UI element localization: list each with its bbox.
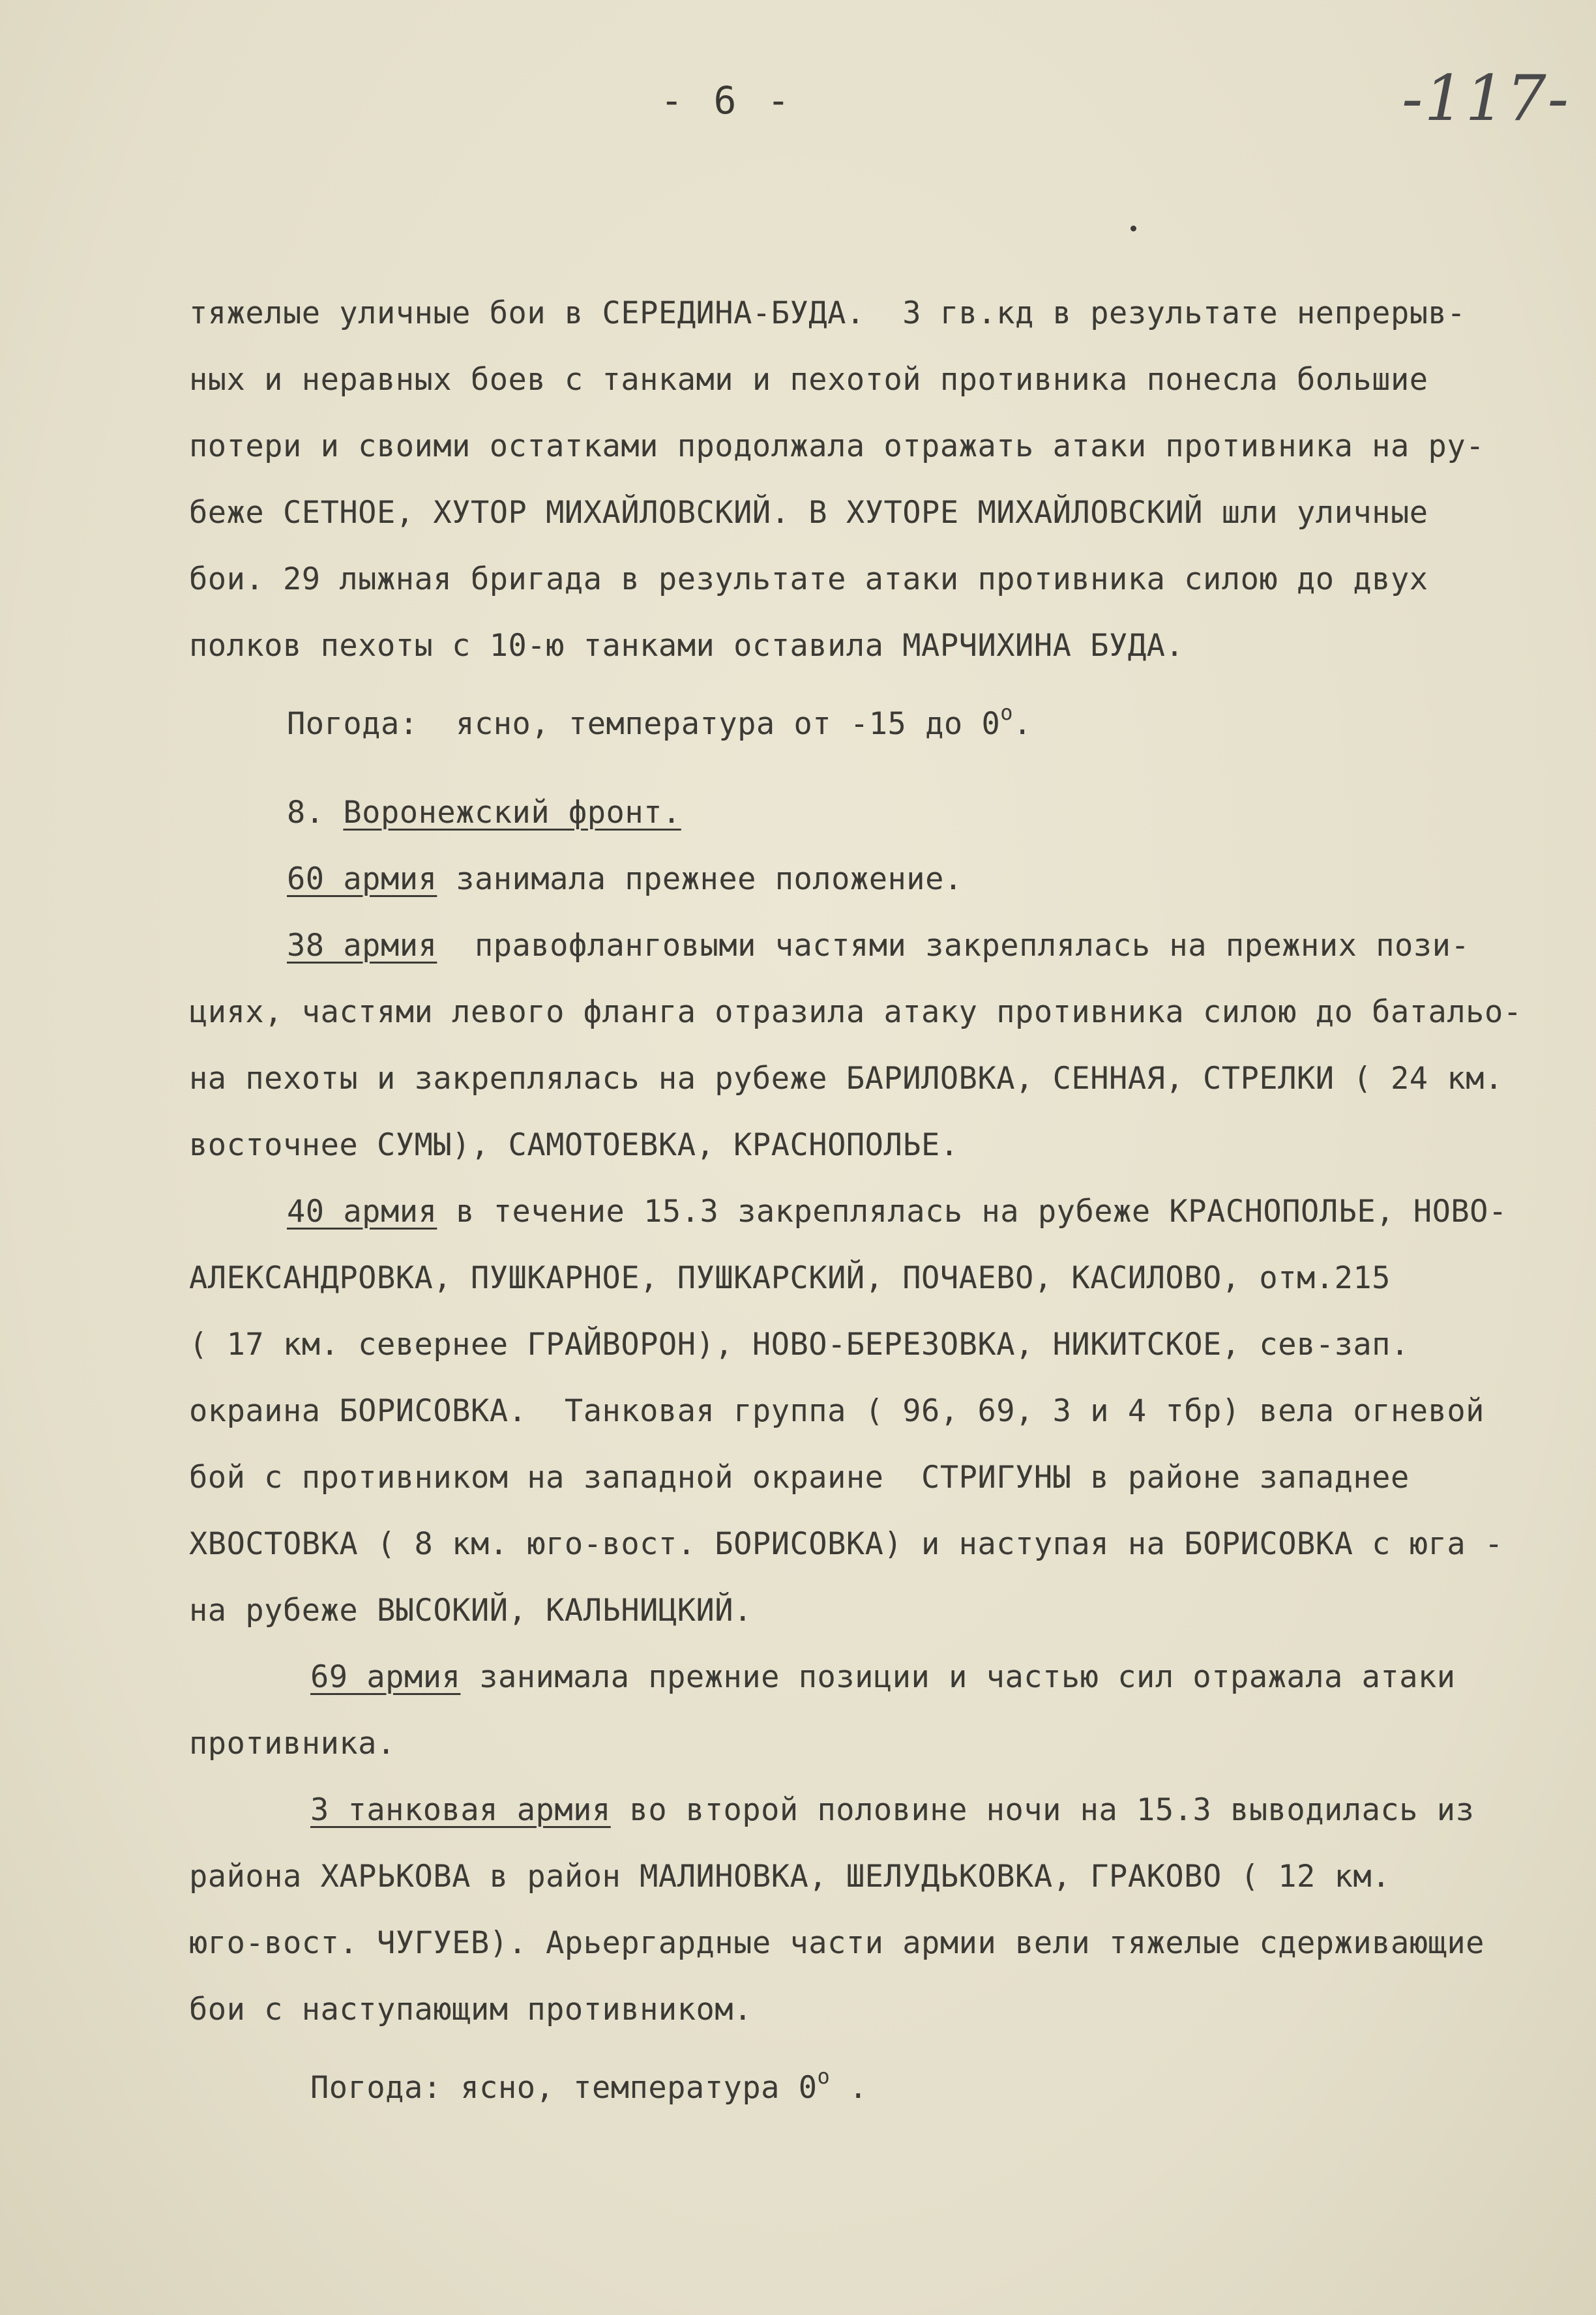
weather-line [189,2043,1584,2110]
weather-end: . [1013,706,1032,742]
text-line: на пехоты и закреплялась на рубеже БАРИЛОВКА, СЕННАЯ, СТРЕЛКИ ( 24 км. [189,1061,1503,1097]
section-gap [189,746,1584,780]
section-heading [189,780,1584,846]
ink-dot-mark [1130,226,1136,231]
text-line: полков пехоты с 10-ю танками оставила МАРЧИХИНА БУДА. [189,628,1185,664]
section-number: 8. [287,795,325,831]
archive-sheet-number: -117- [1402,62,1571,135]
tank-army-3-text: во второй половине ночи на 15.3 выводилась из [610,1792,1475,1828]
tank-army-3-label: 3 танковая армия [310,1792,611,1828]
text-line: циях, частями левого фланга отразила атаку противника силою до батальо- [189,994,1522,1030]
text-line: ных и неравных боев с танками и пехотой противника понесла большие [189,362,1428,398]
army-69-label: 69 армия [310,1659,461,1695]
text-line: ( 17 км. севернее ГРАЙВОРОН), НОВО-БЕРЕЗОВКА, НИКИТСКОЕ, сев-зап. [189,1327,1410,1363]
army-60-line [189,846,1584,913]
text-line: на рубеже ВЫСОКИЙ, КАЛЬНИЦКИЙ. [189,1593,752,1629]
text-line: восточнее СУМЫ), САМОТОЕВКА, КРАСНОПОЛЬЕ. [189,1127,959,1163]
document-body [189,280,1584,2110]
weather-text: Погода: ясно, температура 0 [310,2070,818,2106]
army-40-text: в течение 15.3 закреплялась на рубеже КРАСНОПОЛЬЕ, НОВО- [437,1194,1507,1230]
weather-end: . [830,2070,868,2106]
army-69-text: занимала прежние позиции и частью сил отражала атаки [460,1659,1456,1695]
degree-sign: о [817,2064,831,2089]
army-38-label: 38 армия [287,928,437,964]
text-line: беже СЕТНОЕ, ХУТОР МИХАЙЛОВСКИЙ. В ХУТОРЕ МИХАЙЛОВСКИЙ шли уличные [189,495,1428,531]
weather-line [189,679,1584,746]
army-60-text: занимала прежнее положение. [437,861,963,897]
army-38-line [189,913,1584,979]
weather-text: Погода: ясно, температура от -15 до 0 [287,706,1001,742]
text-line: бои с наступающим противником. [189,1992,752,2027]
page-number: - 6 - [660,78,794,123]
text-line: тяжелые уличные бои в СЕРЕДИНА-БУДА. 3 гв.кд в результате непрерыв- [189,295,1466,331]
army-40-line [189,1179,1584,1245]
text-line: юго-вост. ЧУГУЕВ). Арьергардные части армии вели тяжелые сдерживающие [189,1925,1485,1961]
text-line: окраина БОРИСОВКА. Танковая группа ( 96, 69, 3 и 4 тбр) вела огневой [189,1393,1485,1429]
text-line: потери и своими остатками продолжала отражать атаки противника на ру- [189,428,1485,464]
text-line: противника. [189,1726,396,1762]
degree-sign: о [1000,700,1014,725]
text-line: района ХАРЬКОВА в район МАЛИНОВКА, ШЕЛУДЬКОВКА, ГРАКОВО ( 12 км. [189,1859,1391,1895]
army-40-label: 40 армия [287,1194,437,1230]
army-38-text: правофланговыми частями закреплялась на прежних пози- [437,928,1470,964]
text-line: бой с противником на западной окраине СТРИГУНЫ в районе западнее [189,1460,1410,1496]
tank-army-3-line [189,1777,1584,1844]
army-69-line [189,1644,1584,1711]
army-60-label: 60 армия [287,861,437,897]
text-line: бои. 29 лыжная бригада в результате атаки противника силою до двух [189,561,1428,597]
text-line: ХВОСТОВКА ( 8 км. юго-вост. БОРИСОВКА) и наступая на БОРИСОВКА с юга - [189,1526,1503,1562]
section-title: Воронежский фронт. [343,795,681,831]
text-line: АЛЕКСАНДРОВКА, ПУШКАРНОЕ, ПУШКАРСКИЙ, ПОЧАЕВО, КАСИЛОВО, отм.215 [189,1260,1391,1296]
